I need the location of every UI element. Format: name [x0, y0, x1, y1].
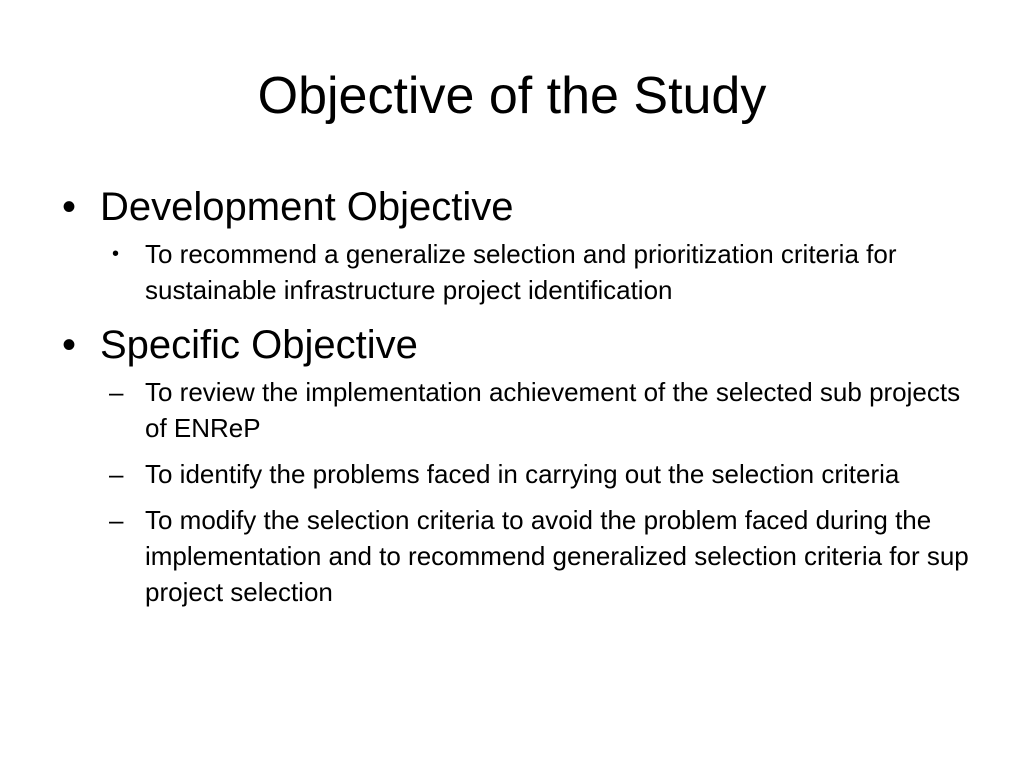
bullet-icon: • [62, 185, 77, 229]
sub-item-text: To identify the problems faced in carrying out the selection criteria [145, 459, 900, 489]
section-heading: Specific Objective [100, 323, 418, 367]
dash-icon: – [109, 505, 124, 535]
sub-item-text: To modify the selection criteria to avoid the problem faced during the implementation and to recommend generalized selection criteria for sup project selection [145, 505, 969, 607]
dash-icon: – [109, 459, 124, 489]
sub-item [62, 236, 982, 308]
sub-item-text: To review the implementation achievement of the selected sub projects of ENReP [145, 377, 961, 443]
sub-list [62, 236, 982, 308]
sub-item-text: To recommend a generalize selection and prioritization criteria for sustainable infrastructure project identification [145, 239, 897, 305]
section-heading: Development Objective [100, 185, 514, 229]
bullet-specific-objective [62, 318, 982, 372]
slide-title: Objective of the Study [257, 67, 767, 125]
sub-item [62, 374, 982, 446]
bullet-icon: • [62, 323, 77, 367]
bullet-development-objective [62, 180, 982, 234]
sub-list [62, 374, 982, 610]
section-development-objective [62, 180, 982, 308]
bullet-icon: • [112, 243, 120, 265]
section-specific-objective [62, 318, 982, 610]
sub-item [62, 502, 982, 610]
sub-item [62, 456, 982, 492]
slide-content [62, 180, 982, 620]
dash-icon: – [109, 377, 124, 407]
